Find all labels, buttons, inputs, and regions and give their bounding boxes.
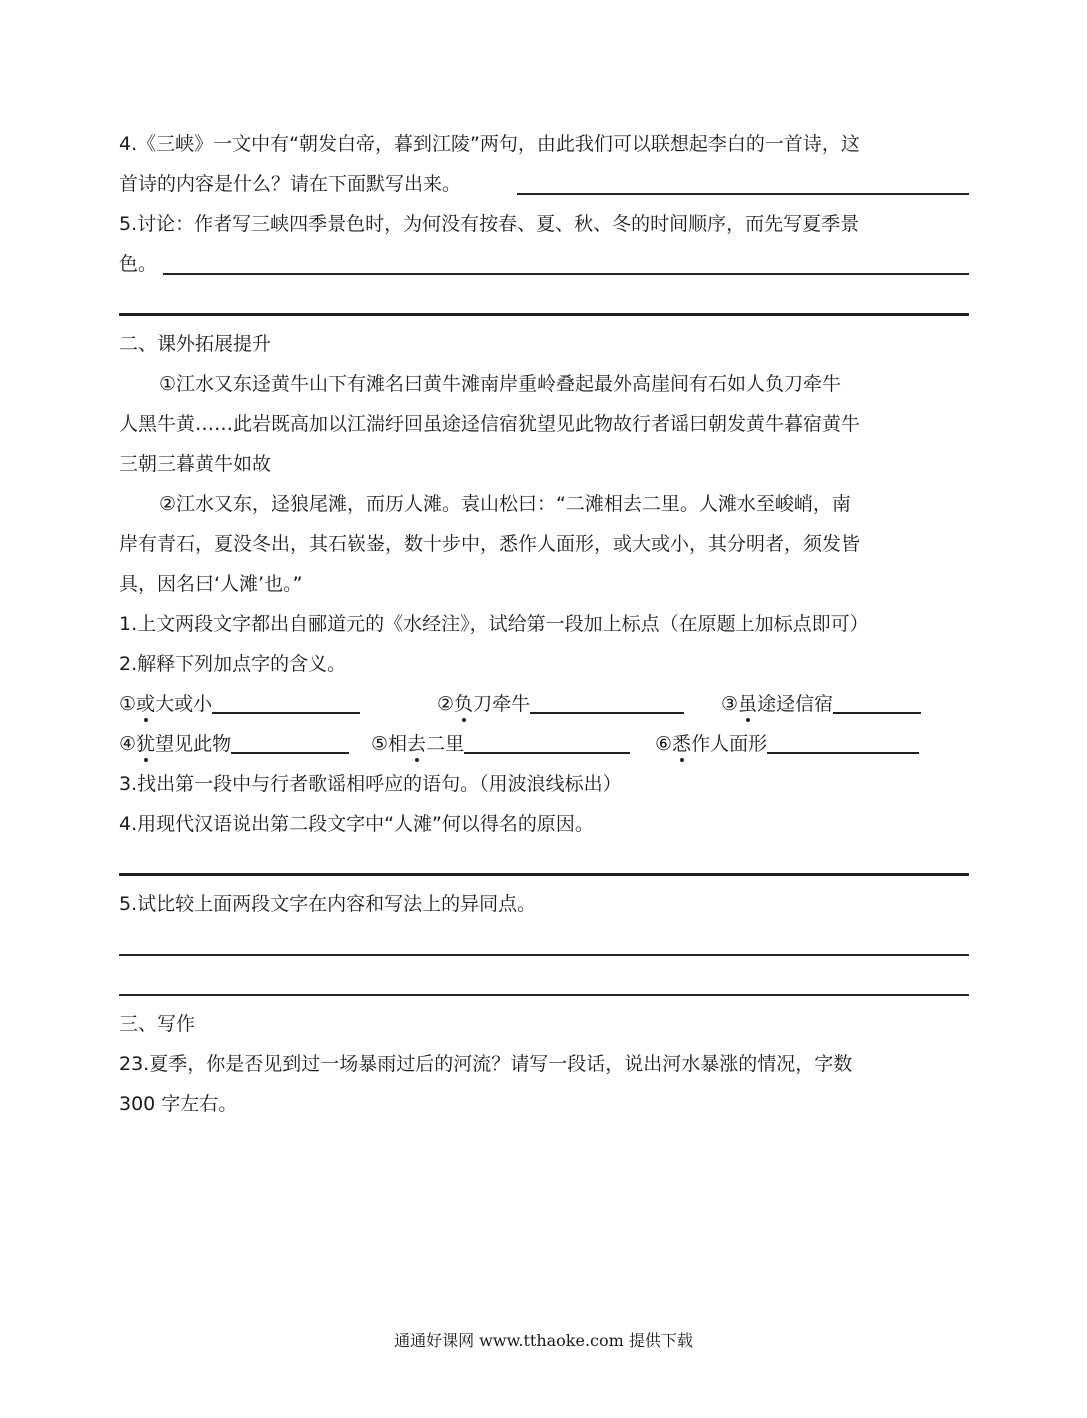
dotted-char: 虽 <box>738 684 757 724</box>
s2-question5: 5.试比较上面两段文字在内容和写法上的异同点。 <box>119 893 537 915</box>
q4-line2-text: 首诗的内容是什么？请在下面默写出来。 <box>119 173 462 195</box>
passage2-line1: ②江水又东，迳狼尾滩，而历人滩。袁山松曰：“二滩相去二里。人滩水至峻峭，南 <box>159 493 851 515</box>
vocab-item-4: ④犹望见此物 <box>119 724 371 764</box>
s2-q5-answer-line-1[interactable] <box>119 924 969 964</box>
dotted-char: 去 <box>407 724 426 764</box>
section3-heading: 三、写作 <box>119 1013 196 1035</box>
vocab-row-1 <box>119 684 969 724</box>
s2-q4-answer-line[interactable] <box>119 844 969 884</box>
passage1-line3: 三朝三暮黄牛如故 <box>119 453 272 475</box>
vocab-blank-3[interactable] <box>833 711 921 714</box>
passage2-line3: 具，因名曰‘人滩’也。” <box>119 573 303 595</box>
vocab-blank-1[interactable] <box>212 711 360 714</box>
s2-question2: 2.解释下列加点字的含义。 <box>119 653 347 675</box>
vocab-item-2: ②负刀牵牛 <box>437 684 721 724</box>
q5-line2 <box>119 244 969 284</box>
q5-line2-text: 色。 <box>119 253 158 275</box>
dotted-char: 犹 <box>136 724 155 764</box>
vocab-item-1: ①或大或小 <box>119 684 437 724</box>
vocab-item-5: ⑤相去二里 <box>371 724 655 764</box>
q23-line1: 23.夏季，你是否见到过一场暴雨过后的河流？请写一段话，说出河水暴涨的情况，字数 <box>119 1053 853 1075</box>
vocab-blank-4[interactable] <box>231 751 349 754</box>
q4-answer-blank[interactable] <box>517 192 969 195</box>
q23-line2: 300 字左右。 <box>119 1093 238 1115</box>
s2-question4: 4.用现代汉语说出第二段文字中“人滩”何以得名的原因。 <box>119 813 594 835</box>
passage1-line2: 人黑牛黄……此岩既高加以江湍纡回虽途迳信宿犹望见此物故行者谣曰朝发黄牛暮宿黄牛 <box>119 413 861 435</box>
vocab-item-3: ③虽途迳信宿 <box>721 684 921 724</box>
vocab-blank-5[interactable] <box>464 751 630 754</box>
vocab-item-6: ⑥悉作人面形 <box>655 724 919 764</box>
dotted-char: 或 <box>136 684 155 724</box>
q5-answer-blank[interactable] <box>163 272 969 275</box>
dotted-char: 悉 <box>672 724 691 764</box>
q4-line2 <box>119 164 969 204</box>
vocab-blank-6[interactable] <box>767 751 919 754</box>
s2-question1: 1.上文两段文字都出自郦道元的《水经注》，试给第一段加上标点（在原题上加标点即可） <box>119 613 869 635</box>
section2-heading: 二、课外拓展提升 <box>119 333 272 355</box>
q4-line1: 4.《三峡》一文中有“朝发白帝，暮到江陵”两句，由此我们可以联想起李白的一首诗，这 <box>119 133 860 155</box>
vocab-row-2 <box>119 724 969 764</box>
dotted-char: 负 <box>454 684 473 724</box>
passage1-line1: ①江水又东迳黄牛山下有滩名曰黄牛滩南岸重岭叠起最外高崖间有石如人负刀牵牛 <box>159 373 842 395</box>
s2-q5-answer-line-2[interactable] <box>119 964 969 1004</box>
passage2-line2: 岸有青石，夏没冬出，其石嵚崟，数十步中，悉作人面形，或大或小，其分明者，须发皆 <box>119 533 861 555</box>
q5-line1: 5.讨论：作者写三峡四季景色时，为何没有按春、夏、秋、冬的时间顺序，而先写夏季景 <box>119 213 860 235</box>
q5-answer-line[interactable] <box>119 284 969 324</box>
s2-question3: 3.找出第一段中与行者歌谣相呼应的语句。（用波浪线标出） <box>119 773 622 795</box>
vocab-blank-2[interactable] <box>530 711 684 714</box>
worksheet-page <box>119 124 969 1124</box>
page-footer: 通通好课网 www.tthaoke.com 提供下载 <box>394 1331 693 1350</box>
